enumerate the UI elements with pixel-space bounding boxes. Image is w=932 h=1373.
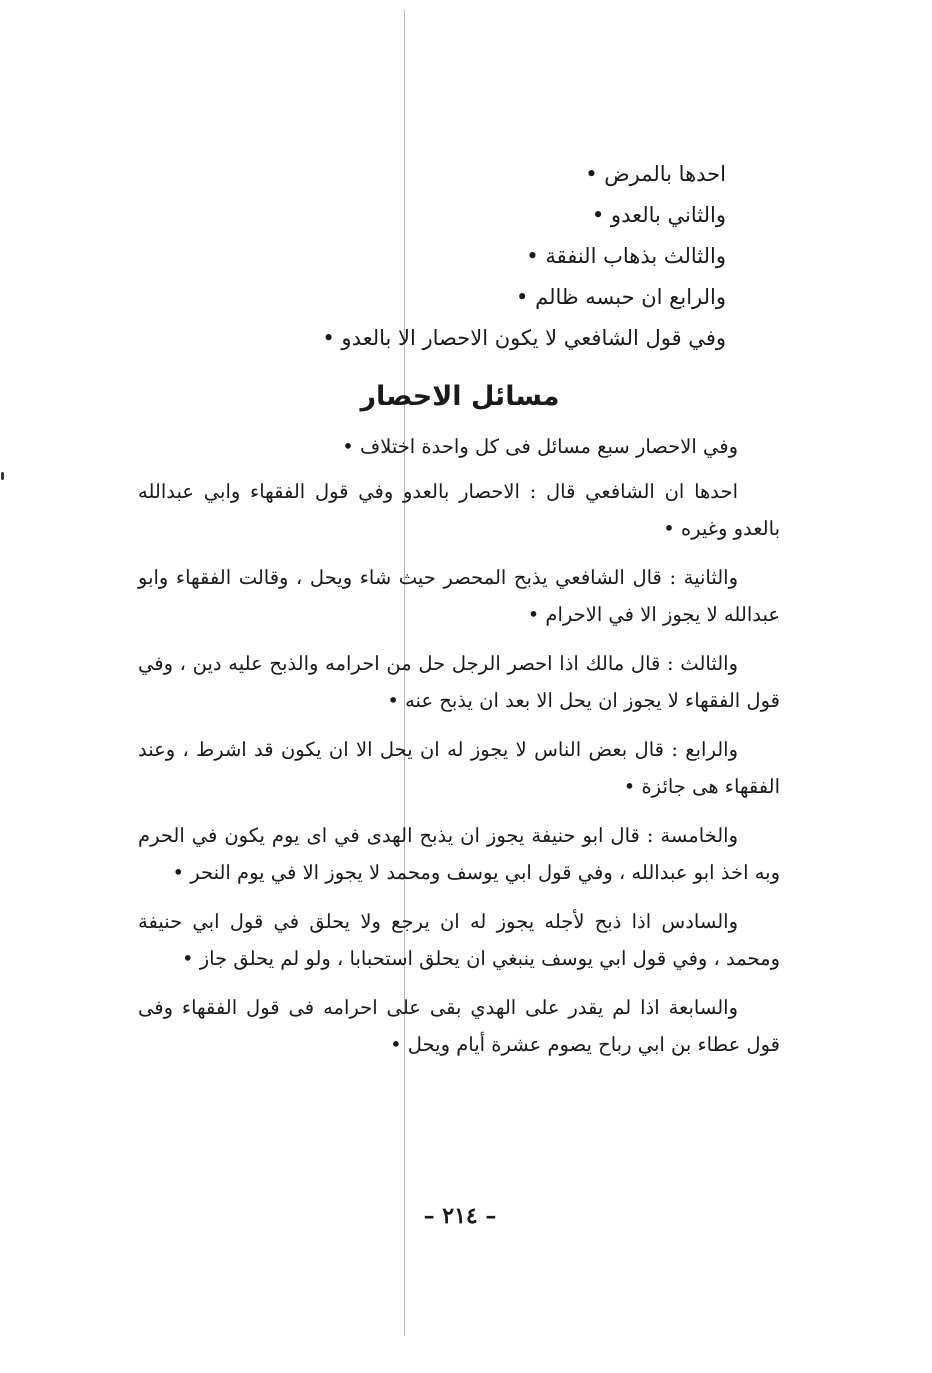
paragraph: والخامسة : قال ابو حنيفة يجوز ان يذبح الهدى في اى يوم يكون في الحرم وبه اخذ ابو عبدالله ، وفي قول ابي يوسف ومحمد لا يجوز الا في يوم النحر • (138, 824, 780, 884)
list-line: وفي قول الشافعي لا يكون الاحصار الا بالعدو • (322, 326, 726, 350)
paragraph: والرابع : قال بعض الناس لا يجوز له ان يحل الا ان يكون قد اشرط ، وعند الفقهاء هى جائزة • (138, 738, 780, 798)
paragraph: والثالث : قال مالك اذا احصر الرجل حل من احرامه والذبح عليه دين ، وفي قول الفقهاء لا يجوز ان يحل الا بعد ان يذبح عنه • (138, 652, 780, 712)
section-heading: مسائل الاحصار (360, 381, 560, 412)
paragraph: والسادس اذا ذبح لأجله يجوز له ان يرجع ولا يحلق في قول ابي حنيفة ومحمد ، وفي قول ابي يوسف ينبغي ان يحلق استحبابا ، ولو لم يحلق جاز • (138, 910, 780, 970)
intro-list (226, 154, 726, 359)
paragraph: وفي الاحصار سبع مسائل فى كل واحدة اختلاف • (342, 435, 738, 458)
list-line: احدها بالمرض • (585, 162, 726, 186)
paragraph: والثانية : قال الشافعي يذبح المحصر حيث شاء ويحل ، وقالت الفقهاء وابو عبدالله لا يجوز الا في الاحرام • (138, 566, 780, 626)
list-line: والرابع ان حبسه ظالم • (516, 285, 726, 309)
paragraph: والسابعة اذا لم يقدر على الهدي بقى على احرامه فى قول الفقهاء وفى قول عطاء بن ابي رباح يصوم عشرة أيام ويحل • (138, 996, 780, 1056)
edge-mark (1, 472, 4, 480)
paragraph: احدها ان الشافعي قال : الاحصار بالعدو وفي قول الفقهاء وابي عبدالله بالعدو وغيره • (138, 480, 780, 540)
list-line: والثاني بالعدو • (591, 203, 726, 227)
page-number: – ٢١٤ – (423, 1203, 497, 1229)
list-line: والثالث بذهاب النفقة • (526, 244, 726, 268)
section-body (138, 428, 780, 1075)
